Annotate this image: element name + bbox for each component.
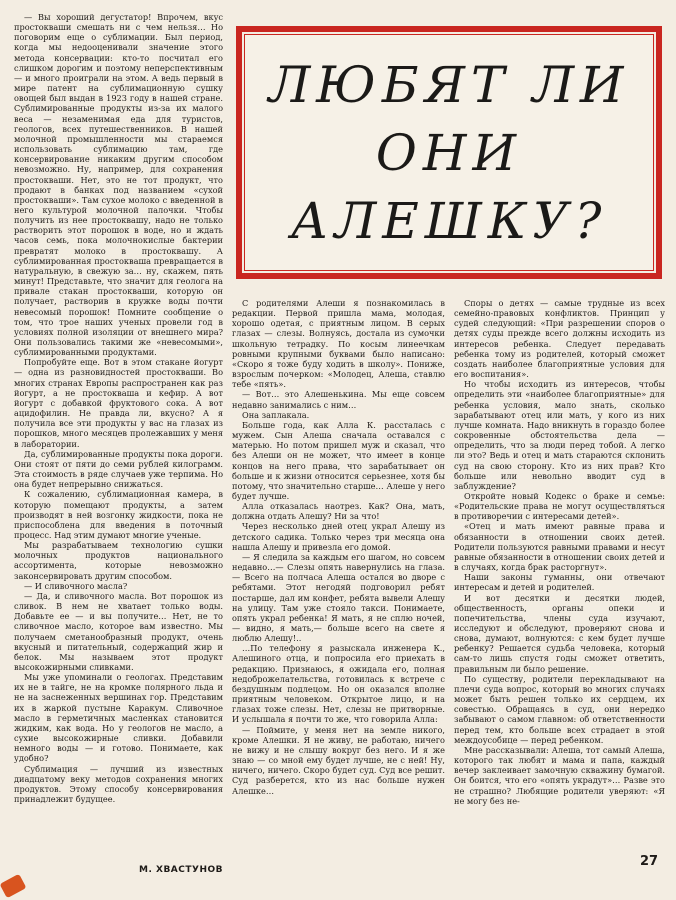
page-number: 27 [640,854,659,869]
article-title-box [236,26,662,279]
paragraph: — И сливочного масла? [24,580,128,591]
title-line: ЛЮБЯТ ЛИ [268,56,630,114]
paragraph: И вот десятки и десятки людей, общественность, органы опеки и попечительства, члены суда изучают, исследуют и обследуют, проверяют снова и снова, думают, волнуются: с кем будет лучше ребенку? Решается судьба человека, который сам-то лишь спустя годы сможет ответить, правильным ли было решение. [454,592,665,674]
article-column-left [14,12,223,804]
paragraph: Алла отказалась наотрез. Как? Она, мать, должна отдать Алешу? Ни за что! [232,501,445,522]
paragraph: Мы уже упоминали о геологах. Представим их не в тайге, не на кромке полярного льда и не на заснеженных вершинах гор. Представим их в жаркой пустыне Каракум. Сливочное масло в герметичных масленках становится жидким, как вода. Но у геологов не масло, а сухие высокожирные сливки. Добавили немного воды — и готово. Понимаете, как удобно? [14,672,223,764]
paragraph: …По телефону я разыскала инженера К., Алешиного отца, и попросила его приехать в редакцию. Признаюсь, я ожидала его, полная недоброжелательства, готовилась к встрече с бездушным подлецом. Но он оказался вполне приятным человеком. Открытое лицо, и на глазах тоже слезы. Нет, слезы не притворные. И услышала я почти то же, что говорила Алла: [232,643,445,725]
paragraph: Мы разрабатываем технологию сушки молочных продуктов национального ассортимента, которые невозможно законсервировать другим способом. [14,540,223,581]
title-line: АЛЕШКУ? [290,192,608,250]
paragraph: — Да, и сливочного масла. Вот порошок из сливок. В нем не хватает только воды. Добавьте ее — и вы получите… Нет, не то сливочное масло, которое вам известно. Мы получаем сметанообразный продукт, очень вкусный и питательный, содержащий жир и белок. Мы называем этот продукт высокожирными сливками. [14,590,223,672]
paragraph: Сублимация — лучший из известных диадцатому веку методов сохранения многих продуктов. Этому способу консервирования принадлежит будущее. [14,763,223,805]
paragraph: Через несколько дней отец украл Алешу из детского садика. Только через три месяца она нашла Алешу и привезла его домой. [232,521,445,552]
paragraph: — Поймите, у меня нет на земле никого, кроме Алешки. Я не живу, не работаю, ничего не вижу и не слышу вокруг без него. И я же знаю — со мной ему будет лучше, не с ней! Ну, ничего, ничего. Скоро будет суд. Суд все решит. Суд разберется, кто из нас больше нужен Алешке… [232,724,445,796]
paragraph: Да, сублимированные продукты пока дороги. Они стоят от пяти до семи рублей килограмм. Эта стоимость в ряде случаев уже терпима. Но она будет непрерывно снижаться. [14,448,223,490]
paragraph: С родителями Алеши я познакомилась в редакции. Первой пришла мама, молодая, хорошо одетая, с приятным лицом. В серых глазах — слезы. Волнуясь, достала из сумочки школьную тетрадку. По косым линеечкам ровными крупными буквами было написано: «Скоро я тоже буду ходить в школу». Пониже, взрослым почерком: «Молодец, Алеша, ставлю тебе «пять». [232,298,445,390]
author-signature: М. ХВАСТУНОВ [139,865,223,875]
paragraph: По существу, родители перекладывают на плечи суда вопрос, который во многих случаях может быть решен только их сердцем, их совестью. Обращаясь в суд, они нередко забывают о самом главном: об ответственности перед тем, кто больше всех страдает в этой междоусобице — перед ребенком. [454,673,665,745]
article-column-right [454,298,665,806]
paragraph: — Вот… это Алешенькина. Мы еще совсем недавно занимались с ним… [232,389,445,410]
paragraph: Но чтобы исходить из интересов, чтобы определить эти «наиболее благоприятные» для ребенка условия, мало знать, сколько зарабатывают отец или мать, у кого из них лучше комната. Надо вникнуть в гораздо более сокровенные обстоятельства дела — определить, что за люди перед тобой. А легко ли это? Ведь и отец и мать стараются склонить суд на свою сторону. Кто из них прав? Кто больше или невольно вводит суд в заблуждение? [454,379,665,491]
article-column-middle [232,298,445,796]
paragraph: Мне рассказывали: Алеша, тот самый Алеша, которого так любят и мама и папа, каждый вечер заклеивает замочную скважину бумагой. Он боится, что его «опять украдут»… Разве это не страшно? Любящие родители уверяют: «Я не могу без не- [454,744,665,806]
title-line: ОНИ [375,124,523,182]
corner-sticker-icon [0,874,26,898]
paragraph: Попробуйте еще. Вот в этом стакане йогурт — одна из разновидностей простокваши. Во многих странах Европы распространен как раз йогурт, а не простокваша и кефир. А вот йогурт с добавкой фруктового сока. А вот ацидофилин. Не правда ли, вкусно? А я получила все эти продукты у вас на глазах из порошков, много месяцев пролежавших у меня в лаборатории. [14,357,223,449]
paragraph: «Отец и мать имеют равные права и обязанности в отношении своих детей. Родители пользуются равными правами и несут равные обязанности в отношении своих детей и в случаях, когда брак расторгнут». [454,521,665,573]
paragraph: Откройте новый Кодекс о браке и семье: «Родительские права не могут осуществляться в противоречии с интересами детей». [454,490,665,522]
paragraph: — Я следила за каждым его шагом, но совсем недавно…— Слезы опять навернулись на глаза.— Всего на полчаса Алеша остался во дворе с ребятами. Этот негодяй подговорил ребят постарше, дал им конфет, ребята вывели Алешу на улицу. Там уже стояло такси. Понимаете, опять украл ребенка! Я мать, я не сплю ночей,— видно, я мать,— больше всего на свете я люблю Алешу!.. [232,551,445,644]
paragraph: Больше года, как Алла К. рассталась с мужем. Сын Алеша сначала оставался с матерью. Но потом пришел муж и сказал, что без Алеши он не может, что имеет в конце концов на него права, что зарабатывает он больше и к жизни относится серьезнее, хотя бы потому, что значительно старше… Алеше у него будет лучше. [232,419,445,501]
paragraph: К сожалению, сублимационная камера, в которую помещают продукты, а затем производят в ней возгонку жидкости, пока не приспособлена для введения в поточный процесс. Над этим думают многие ученые. [14,489,223,540]
paragraph: — Вы хороший дегустатор! Впрочем, вкус простокваши смешать ни с чем нельзя… Но поговорим еще о сублимации. Был период, когда мы недооценивали значение этого метода консервации: кто-то посчитал его слишком дорогим и поэтому неперспективным — и много проиграли на этом. А ведь первый в мире патент на сублимационную сушку овощей был выдан в 1923 году в нашей стране. Сублимированные продукты из-за их малого веса — незаменимая еда для туристов, геологов, всех путешественников. В нашей молочной промышленности мы стараемся использовать сублимацию там, где консервирование никаким другим способом невозможно. Ну, например, для сохранения простокваши. Нет, это не тот продукт, что продают в банках под названием «сухой простокваши». Там сухое молоко с введенной в него культурой молочной палочки. Чтобы получить из нее простоквашу, надо не только растворить этот порошок в воде, но и ждать часов семь, пока молочнокислые бактерии превратят молоко в простоквашу. А сублимированная простокваша превращается в натуральную, в свежую за… ну, скажем, пять минут! Представьте, что значит для геолога на привале стакан простокваши, которую он получает, растворив в кружке воды почти невесомый порошок! Помните сообщение о том, что трое наших ученых провели год в условиях полной изоляции от внешнего мира? Они пользовались такими же «невесомыми», сублимированными продуктами. [14,12,223,358]
paragraph: Споры о детях — самые трудные из всех семейно-правовых конфликтов. Принцип у судей следующий: «При разрешении споров о детях суды прежде всего должны исходить из интересов ребенка. Следует передавать ребенка тому из родителей, который сможет создать наиболее благоприятные условия для его воспитания». [454,298,665,380]
paragraph: Наши законы гуманны, они отвечают интересам и детей и родителей. [454,572,665,593]
paragraph: Она заплакала. [242,409,310,420]
